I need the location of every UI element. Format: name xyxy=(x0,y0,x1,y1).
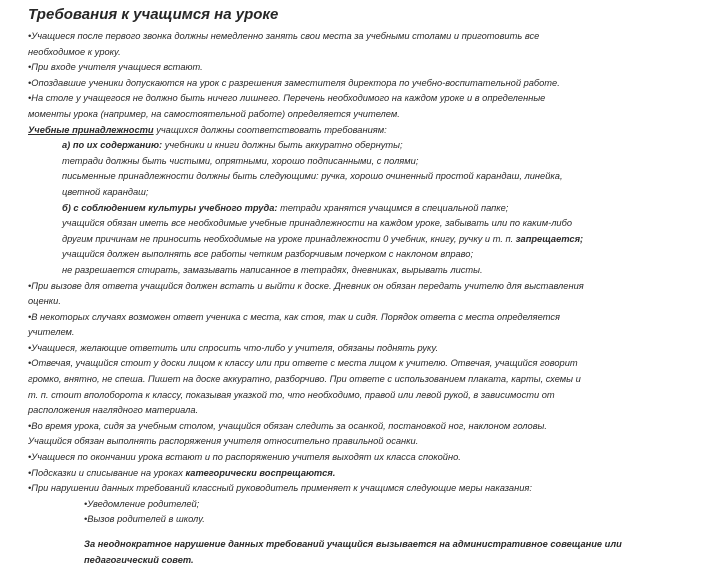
text-segment: т. п. стоит вполоборота к классу, показывая указкой то, что необходимо, правой или левой рукой, в зависимости от xyxy=(28,389,555,400)
text-line xyxy=(28,481,676,497)
text-segment: •Учащиеся после первого звонка должны немедленно занять свои места за учебными столами и приготовить все xyxy=(28,31,540,41)
emphasized-text: а) по их содержанию: xyxy=(62,140,163,151)
emphasized-text: категорически воспрещаются. xyxy=(185,467,336,478)
text-line xyxy=(28,325,676,341)
text-segment: •Во время урока, сидя за учебным столом, учащийся обязан следить за осанкой, постановкой ног, наклоном головы. xyxy=(28,420,547,431)
text-segment: расположения наглядного материала. xyxy=(28,405,199,416)
text-segment: учителем. xyxy=(28,327,75,338)
text-segment: •Учащиеся, желающие ответить или спросить что-либо у учителя, обязаны поднять руку. xyxy=(28,342,439,353)
text-line xyxy=(28,185,676,201)
text-line xyxy=(28,154,676,170)
text-line xyxy=(28,247,676,263)
text-segment: громко, внятно, не спеша. Пишет на доске аккуратно, разборчиво. При ответе с использованием плаката, карты, схемы и xyxy=(28,374,581,385)
text-segment: учащийся должен выполнять все работы четким разборчивым почерком с наклоном вправо; xyxy=(62,249,474,260)
text-segment: •Уведомление родителей; xyxy=(84,498,200,509)
text-line xyxy=(28,356,676,372)
text-line xyxy=(28,512,676,528)
text-segment: не разрешается стирать, замазывать написанное в тетрадях, дневниках, вырывать листы. xyxy=(62,264,483,275)
text-line xyxy=(28,372,676,388)
text-line xyxy=(28,29,676,45)
paragraph-spacer xyxy=(28,528,676,537)
text-line xyxy=(28,45,676,61)
text-segment: •При нарушении данных требований классный руководитель применяет к учащимся следующие меры наказания: xyxy=(28,483,532,494)
text-line xyxy=(28,537,676,553)
text-segment: •При вызове для ответа учащийся должен встать и выйти к доске. Дневник он обязан передать учителю для выставления xyxy=(28,280,584,291)
text-segment: тетради хранятся учащимся в специальной папке; xyxy=(277,202,509,213)
text-line xyxy=(28,60,676,76)
text-segment: •Опоздавшие ученики допускаются на урок с разрешения заместителя директора по учебно-воспитательной работе. xyxy=(28,77,560,88)
text-line xyxy=(28,138,676,154)
text-segment: необходимое к уроку. xyxy=(28,46,121,57)
text-segment: •Подсказки и списывание на уроках xyxy=(28,467,186,478)
text-line xyxy=(28,388,676,404)
text-segment: другим причинам не приносить необходимые на уроке принадлежности 0 учебник, книгу, ручку и т. п. xyxy=(62,233,516,244)
text-segment: учащийся обязан иметь все необходимые учебные принадлежности на каждом уроке, забывать или по каким-либо xyxy=(62,218,573,229)
text-line xyxy=(28,434,676,450)
text-segment: учащихся должны соответствовать требованиям: xyxy=(153,124,387,135)
text-segment: •Отвечая, учащийся стоит у доски лицом к классу или при ответе с места лицом к учителю. Отвечая, учащийся говорит xyxy=(28,358,578,369)
text-segment: учебники и книги должны быть аккуратно обернуты; xyxy=(162,140,403,151)
text-segment: письменные принадлежности должны быть следующими: ручка, хорошо очиненный простой карандаш, линейка, xyxy=(62,171,563,182)
text-line xyxy=(28,497,676,513)
text-line xyxy=(28,216,676,232)
text-line xyxy=(28,232,676,248)
emphasized-text: запрещается; xyxy=(515,233,584,244)
text-segment: Учащийся обязан выполнять распоряжения учителя относительно правильной осанки. xyxy=(28,436,419,447)
emphasized-text: Учебные принадлежности xyxy=(28,124,154,135)
emphasized-text: педагогический совет. xyxy=(84,554,194,565)
text-line xyxy=(28,419,676,435)
text-line xyxy=(28,450,676,466)
text-line xyxy=(28,553,676,568)
text-line xyxy=(28,91,676,107)
text-line xyxy=(28,466,676,482)
text-line xyxy=(28,279,676,295)
emphasized-text: За неоднократное нарушение данных требований учащийся вызывается на административное совещание или xyxy=(84,539,622,549)
text-segment: тетради должны быть чистыми, опрятными, хорошо подписанными, с полями; xyxy=(62,155,419,166)
text-segment: •На столе у учащегося не должно быть ничего лишнего. Перечень необходимого на каждом уроке и в определенные xyxy=(28,93,546,104)
document-body xyxy=(28,29,676,568)
text-line xyxy=(28,169,676,185)
text-segment: •Вызов родителей в школу. xyxy=(84,514,205,525)
text-line xyxy=(28,294,676,310)
text-segment: •Учащиеся по окончании урока встают и по распоряжению учителя выходят их класса спокойно. xyxy=(28,452,461,463)
text-line xyxy=(28,263,676,279)
text-segment: оценки. xyxy=(28,296,61,307)
text-line xyxy=(28,107,676,123)
text-segment: •В некоторых случаях возможен ответ ученика с места, как стоя, так и сидя. Порядок ответа с места определяется xyxy=(28,311,560,322)
text-line xyxy=(28,403,676,419)
page-title: Требования к учащимся на уроке xyxy=(28,6,279,23)
text-segment: моменты урока (например, на самостоятельной работе) определяется учителем. xyxy=(28,108,400,119)
text-line xyxy=(28,123,676,139)
text-line xyxy=(28,201,676,217)
text-line xyxy=(28,76,676,92)
text-line xyxy=(28,310,676,326)
text-segment: •При входе учителя учащиеся встают. xyxy=(28,62,203,73)
text-line xyxy=(28,341,676,357)
emphasized-text: б) с соблюдением культуры учебного труда: xyxy=(62,202,278,213)
text-segment: цветной карандаш; xyxy=(62,186,149,197)
